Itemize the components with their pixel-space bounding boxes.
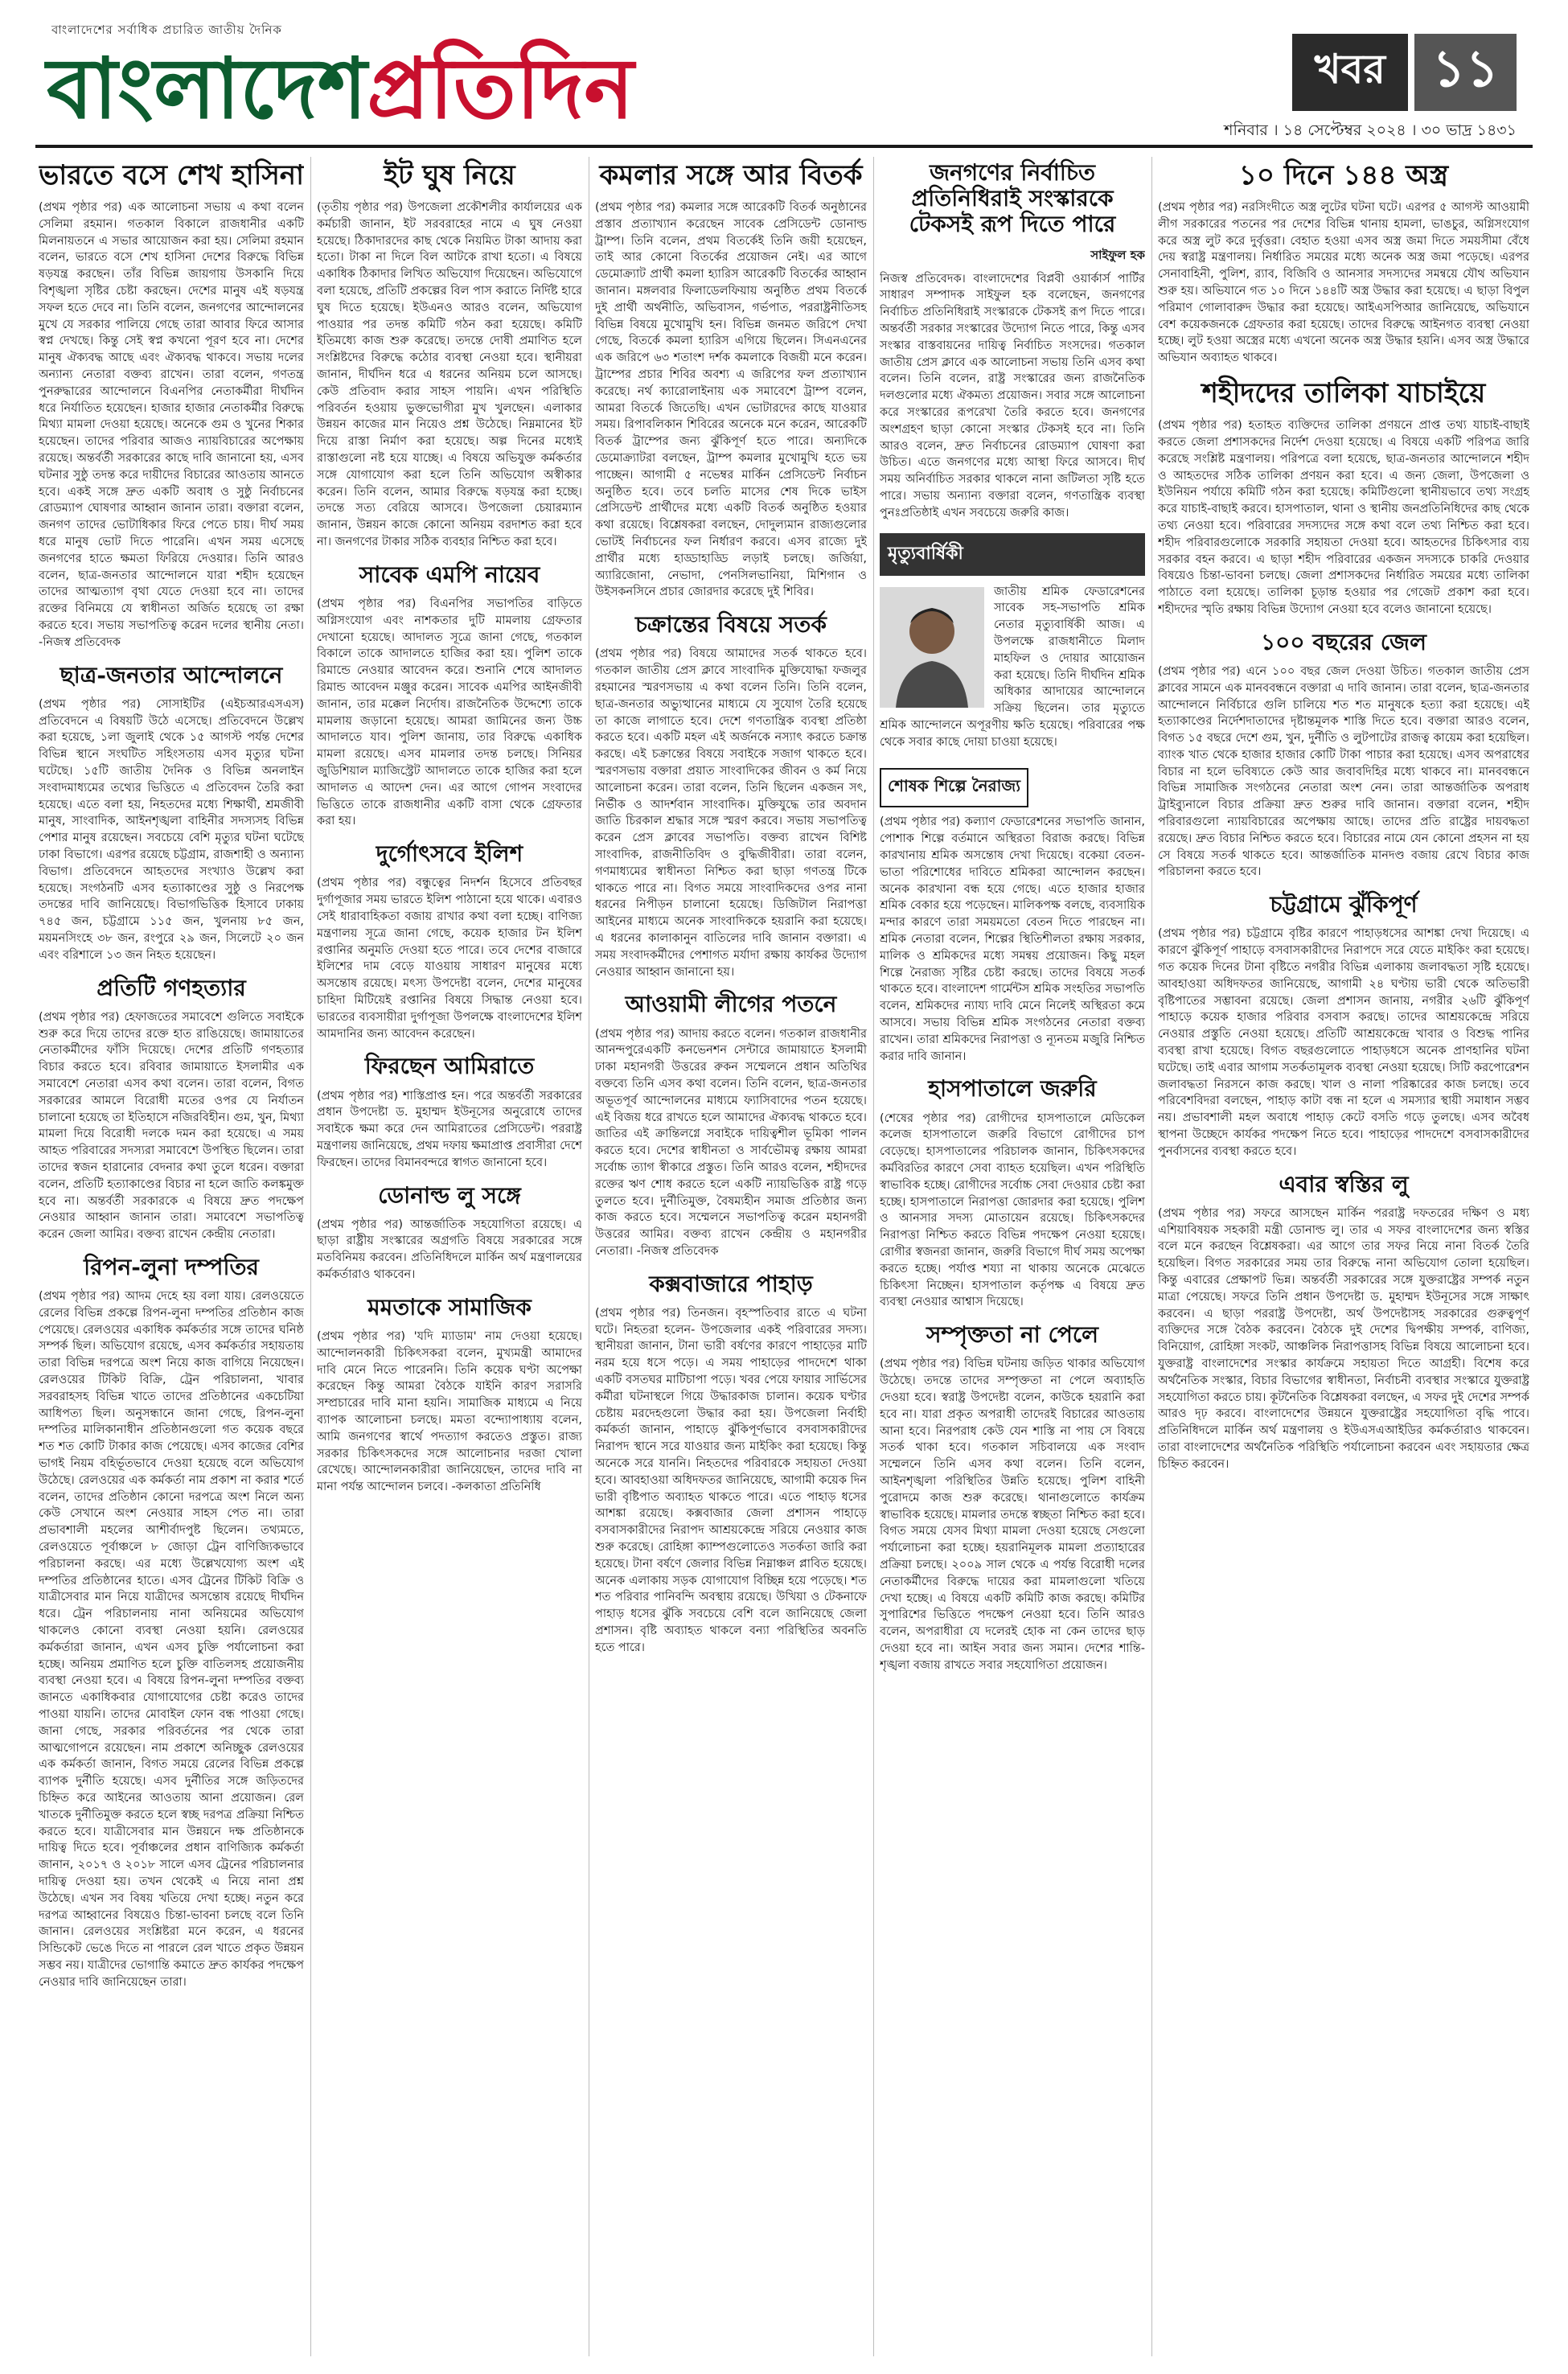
story-body: (প্রথম পৃষ্ঠার পর) আন্তর্জাতিক সহযোগিতা রয়েছে। এ ছাড়া রাষ্ট্রীয় সংস্কারের অগ্রগতি বিষয়ে সরকারের সঙ্গে মতবিনিময় করবেন। প্রতিনিধিদলে মার্কিন অর্থ মন্ত্রণালয়ের কর্মকর্তারাও থাকবেন।: [317, 1218, 582, 1282]
headline: কমলার সঙ্গে আর বিতর্ক: [599, 159, 863, 191]
column-1: [39, 157, 304, 2356]
story-body: (প্রথম পৃষ্ঠার পর) হতাহত ব্যক্তিদের তালিকা প্রণয়নে প্রাপ্ত তথ্য যাচাই-বাছাই করতে জেলা প্রশাসকদের নির্দেশ দেওয়া হয়েছে। এ বিষয়ে একটি পরিপত্র জারি করেছে সংশ্লিষ্ট মন্ত্রণালয়। পরিপত্রে বলা হয়েছে, ছাত্র-জনতার আন্দোলনে শহীদ ও আহতদের সঠিক তালিকা প্রণয়ন করা হবে। এ জন্য জেলা, উপজেলা ও ইউনিয়ন পর্যায়ে কমিটি গঠন করা হয়েছে। কমিটিগুলো স্থানীয়ভাবে তথ্য সংগ্রহ করে যাচাই-বাছাই করবে। হাসপাতাল, থানা ও স্থানীয় জনপ্রতিনিধিদের কাছ থেকে তথ্য নেওয়া হবে। পরিবারের সদস্যদের সঙ্গে কথা বলে তথ্য নিশ্চিত করা হবে। শহীদ পরিবারগুলোকে সরকারি সহায়তা দেওয়া হবে। আহতদের চিকিৎসার ব্যয় সরকার বহন করবে। এ ছাড়া শহীদ পরিবারের একজন সদস্যকে চাকরি দেওয়ার বিষয়েও চিন্তা-ভাবনা চলছে। জেলা প্রশাসকদের নির্ধারিত সময়ের মধ্যে তালিকা পাঠাতে বলা হয়েছে। তালিকা চূড়ান্ত হওয়ার পর গেজেট প্রকাশ করা হবে। শহীদদের স্মৃতি রক্ষায় বিভিন্ন উদ্যোগ নেওয়া হবে বলেও জানানো হয়েছে।: [1158, 419, 1529, 616]
headline: রিপন-লুনা দম্পতির: [84, 1253, 259, 1280]
story: [595, 160, 867, 601]
section-name: খবর: [1292, 34, 1408, 111]
story: [317, 1183, 582, 1284]
story-body: (প্রথম পৃষ্ঠার পর) তিনজন। বৃহস্পতিবার রাতে এ ঘটনা ঘটে। নিহতরা হলেন- উপজেলার একই পরিবারের সদস্য। স্থানীয়রা জানান, টানা ভারী বর্ষণের কারণে পাহাড়ের মাটি নরম হয়ে ধসে পড়ে। এ সময় পাহাড়ের পাদদেশে থাকা একটি বসতঘর মাটিচাপা পড়ে। খবর পেয়ে ফায়ার সার্ভিসের কর্মীরা ঘটনাস্থলে গিয়ে উদ্ধারকাজ চালান। কয়েক ঘণ্টার চেষ্টায় মরদেহগুলো উদ্ধার করা হয়। উপজেলা নির্বাহী কর্মকর্তা জানান, পাহাড়ে ঝুঁকিপূর্ণভাবে বসবাসকারীদের নিরাপদ স্থানে সরে যাওয়ার জন্য মাইকিং করা হয়েছে। কিন্তু অনেকে সরে যাননি। নিহতদের পরিবারকে সহায়তা দেওয়া হবে। আবহাওয়া অধিদফতর জানিয়েছে, আগামী কয়েক দিন ভারী বৃষ্টিপাত অব্যাহত থাকতে পারে। এতে পাহাড় ধসের আশঙ্কা রয়েছে। কক্সবাজার জেলা প্রশাসন পাহাড়ে বসবাসকারীদের নিরাপদ আশ্রয়কেন্দ্রে সরিয়ে নেওয়ার কাজ শুরু করেছে। রোহিঙ্গা ক্যাম্পগুলোতেও সতর্কতা জারি করা হয়েছে। টানা বর্ষণে জেলার বিভিন্ন নিম্নাঞ্চল প্লাবিত হয়েছে। অনেক এলাকায় সড়ক যোগাযোগ বিচ্ছিন্ন হয়ে পড়েছে। শত শত পরিবার পানিবন্দি অবস্থায় রয়েছে। উখিয়া ও টেকনাফে পাহাড় ধসের ঝুঁকি সবচেয়ে বেশি বলে জানিয়েছে জেলা প্রশাসন। বৃষ্টি অব্যাহত থাকলে বন্যা পরিস্থিতির অবনতি হতে পারে।: [595, 1306, 867, 1654]
story-body: জাতীয় শ্রমিক ফেডারেশনের সাবেক সহ-সভাপতি শ্রমিক নেতার মৃত্যুবার্ষিকী আজ। এ উপলক্ষে রাজধানীতে মিলাদ মাহফিল ও দোয়ার আয়োজন করা হয়েছে। তিনি দীর্ঘদিন শ্রমিক অধিকার আদায়ের আন্দোলনে সক্রিয় ছিলেন। তার মৃত্যুতে শ্রমিক আন্দোলনে অপূরণীয় ক্ষতি হয়েছে। পরিবারের পক্ষ থেকে সবার কাছে দোয়া চাওয়া হয়েছে।: [880, 585, 1145, 749]
column-divider: [1151, 157, 1152, 2356]
story: [880, 160, 1145, 522]
story-body: (প্রথম পৃষ্ঠার পর) এক আলোচনা সভায় এ কথা বলেন সেলিমা রহমান। গতকাল বিকালে রাজধানীর একটি মিলনায়তনে এ সভার আয়োজন করা হয়। সেলিমা রহমান বলেন, ভারতে বসে শেখ হাসিনা দেশের বিরুদ্ধে বিভিন্ন ষড়যন্ত্র করছেন। তাঁর বিভিন্ন জায়গায় উসকানি দিয়ে বিশৃঙ্খলা সৃষ্টির চেষ্টা করছেন। দেশের মানুষ এই ষড়যন্ত্র সফল হতে দেবে না। তিনি বলেন, জনগণের আন্দোলনের মুখে যে সরকার পালিয়ে গেছে তারা আবার ফিরে আসার স্বপ্ন দেখছে। কিন্তু সেই স্বপ্ন কখনো পূরণ হবে না। দেশের মানুষ ঐক্যবদ্ধ আছে এবং ঐক্যবদ্ধ থাকবে। সভায় দলের অন্যান্য নেতারা বক্তব্য রাখেন। তারা বলেন, গণতন্ত্র পুনরুদ্ধারের আন্দোলনে বিএনপির নেতাকর্মীরা দীর্ঘদিন ধরে নির্যাতিত হয়েছেন। হাজার হাজার নেতাকর্মীর বিরুদ্ধে মিথ্যা মামলা দেওয়া হয়েছে। অনেকে গুম ও খুনের শিকার হয়েছেন। তাদের পরিবার আজও ন্যায়বিচারের অপেক্ষায় রয়েছে। অন্তর্বর্তী সরকারের কাছে দাবি জানানো হয়, এসব ঘটনার সুষ্ঠু তদন্ত করে দায়ীদের বিচারের আওতায় আনতে হবে। একই সঙ্গে দ্রুত একটি অবাধ ও সুষ্ঠু নির্বাচনের রোডম্যাপ ঘোষণার আহ্বান জানান তারা। বক্তারা বলেন, জনগণ তাদের ভোটাধিকার ফিরে পেতে চায়। দীর্ঘ সময় ধরে মানুষ ভোট দিতে পারেনি। এখন সময় এসেছে জনগণের হাতে ক্ষমতা ফিরিয়ে দেওয়ার। তিনি আরও বলেন, ছাত্র-জনতার আন্দোলনে যারা শহীদ হয়েছেন তাদের আত্মত্যাগ বৃথা যেতে দেওয়া হবে না। তাদের রক্তের বিনিময়ে যে স্বাধীনতা অর্জিত হয়েছে তা রক্ষা করতে হবে। সভায় সভাপতিত্ব করেন দলের স্থানীয় নেতা। -নিজস্ব প্রতিবেদক: [39, 201, 304, 649]
headline: এবার স্বস্তির লু: [1279, 1170, 1409, 1197]
headline: হাসপাতালে জরুরি: [928, 1075, 1097, 1103]
story-body: (প্রথম পৃষ্ঠার পর) বন্ধুত্বের নিদর্শন হিসেবে প্রতিবছর দুর্গাপূজার সময় ভারতে ইলিশ পাঠানো হয়ে থাকে। এবারও সেই ধারাবাহিকতা বজায় রাখার কথা বলা হচ্ছে। বাণিজ্য মন্ত্রণালয় সূত্রে জানা গেছে, কয়েক হাজার টন ইলিশ রপ্তানির অনুমতি দেওয়া হতে পারে। তবে দেশের বাজারে ইলিশের দাম বেড়ে যাওয়ায় সাধারণ মানুষের মধ্যে অসন্তোষ রয়েছে। মৎস্য উপদেষ্টা বলেন, দেশের মানুষের চাহিদা মিটিয়েই রপ্তানির বিষয়ে সিদ্ধান্ত নেওয়া হবে। ভারতের ব্যবসায়ীরা দুর্গাপূজা উপলক্ষে বাংলাদেশের ইলিশ আমদানির জন্য আবেদন করেছেন।: [317, 877, 582, 1041]
story: [880, 1322, 1145, 1674]
story-body: (তৃতীয় পৃষ্ঠার পর) উপজেলা প্রকৌশলীর কার্যালয়ের এক কর্মচারী জানান, ইট সরবরাহের নামে এ ঘুষ নেওয়া হয়েছে। ঠিকাদারদের কাছ থেকে নিয়মিত টাকা আদায় করা হতো। টাকা না দিলে বিল আটকে রাখা হতো। এ বিষয়ে একাধিক ঠিকাদার লিখিত অভিযোগ দিয়েছেন। অভিযোগে বলা হয়েছে, প্রতিটি প্রকল্পের বিল পাস করাতে নির্দিষ্ট হারে ঘুষ দিতে হয়েছে। ইউএনও আরও বলেন, অভিযোগ পাওয়ার পর তদন্ত কমিটি গঠন করা হয়েছে। কমিটি ইতিমধ্যে কাজ শুরু করেছে। তদন্তে দোষী প্রমাণিত হলে সংশ্লিষ্টদের বিরুদ্ধে কঠোর ব্যবস্থা নেওয়া হবে। স্থানীয়রা জানান, দীর্ঘদিন ধরে এ ধরনের অনিয়ম চলে আসছে। কেউ প্রতিবাদ করার সাহস পায়নি। এখন পরিস্থিতি পরিবর্তন হওয়ায় ভুক্তভোগীরা মুখ খুলছেন। এলাকার উন্নয়ন কাজের মান নিয়েও প্রশ্ন উঠেছে। নিম্নমানের ইট দিয়ে রাস্তা নির্মাণ করা হয়েছে। অল্প দিনের মধ্যেই রাস্তাগুলো নষ্ট হয়ে যাচ্ছে। এ বিষয়ে অভিযুক্ত কর্মকর্তার সঙ্গে যোগাযোগ করা হলে তিনি অভিযোগ অস্বীকার করেন। তিনি বলেন, আমার বিরুদ্ধে ষড়যন্ত্র করা হচ্ছে। তদন্তে সত্য বেরিয়ে আসবে। উপজেলা চেয়ারম্যান জানান, উন্নয়ন কাজে কোনো অনিয়ম বরদাশত করা হবে না। জনগণের টাকার সঠিক ব্যবহার নিশ্চিত করা হবে।: [317, 201, 582, 549]
story: [39, 975, 304, 1243]
story: [595, 1271, 867, 1657]
story-body: (প্রথম পৃষ্ঠার পর) কল্যাণ ফেডারেশনের সভাপতি জানান, পোশাক শিল্পে বর্তমানে অস্থিরতা বিরাজ করছে। বিভিন্ন কারখানায় শ্রমিক অসন্তোষ দেখা দিয়েছে। বকেয়া বেতন-ভাতা পরিশোধের দাবিতে শ্রমিকরা আন্দোলন করছেন। অনেক কারখানা বন্ধ হয়ে গেছে। এতে হাজার হাজার শ্রমিক বেকার হয়ে পড়েছেন। মালিকপক্ষ বলছে, ব্যবসায়িক মন্দার কারণে তারা সময়মতো বেতন দিতে পারছেন না। শ্রমিক নেতারা বলেন, শিল্পের স্থিতিশীলতা রক্ষায় সরকার, মালিক ও শ্রমিকদের মধ্যে সমন্বয় প্রয়োজন। কিছু মহল শিল্পে নৈরাজ্য সৃষ্টির চেষ্টা করছে। তাদের বিষয়ে সতর্ক থাকতে হবে। বাংলাদেশ গার্মেন্টস শ্রমিক সংহতির সভাপতি বলেন, শ্রমিকদের ন্যায্য দাবি মেনে নিলেই অস্থিরতা কমে আসবে। সভায় বিভিন্ন শ্রমিক সংগঠনের নেতারা বক্তব্য রাখেন। তারা শ্রমিকদের নিরাপত্তা ও ন্যূনতম মজুরি নিশ্চিত করার দাবি জানান।: [880, 815, 1145, 1063]
story-body: (প্রথম পৃষ্ঠার পর) সফরে আসছেন মার্কিন পররাষ্ট্র দফতরের দক্ষিণ ও মধ্য এশিয়াবিষয়ক সহকারী মন্ত্রী ডোনাল্ড লু। তার এ সফর বাংলাদেশের জন্য স্বস্তির বলে মনে করছেন বিশ্লেষকরা। এর আগে তার সফর নিয়ে নানা বিতর্ক তৈরি হয়েছিল। বিগত সরকারের সময় তার বিরুদ্ধে নানা অভিযোগ তোলা হয়েছিল। কিন্তু এবারের প্রেক্ষাপট ভিন্ন। অন্তর্বর্তী সরকারের সঙ্গে যুক্তরাষ্ট্রের সম্পর্ক নতুন মাত্রা পেয়েছে। সফরে তিনি প্রধান উপদেষ্টা ড. মুহাম্মদ ইউনূসের সঙ্গে সাক্ষাৎ করবেন। এ ছাড়া পররাষ্ট্র উপদেষ্টা, অর্থ উপদেষ্টাসহ সরকারের গুরুত্বপূর্ণ ব্যক্তিদের সঙ্গে বৈঠক করবেন। বৈঠকে দুই দেশের দ্বিপক্ষীয় সম্পর্ক, বাণিজ্য, বিনিয়োগ, রোহিঙ্গা সংকট, আঞ্চলিক নিরাপত্তাসহ বিভিন্ন বিষয়ে আলোচনা হবে। যুক্তরাষ্ট্র বাংলাদেশের সংস্কার কার্যক্রমে সহায়তা দিতে আগ্রহী। বিশেষ করে অর্থনৈতিক সংস্কার, বিচার বিভাগের স্বাধীনতা, নির্বাচনী ব্যবস্থার সংস্কারে যুক্তরাষ্ট্র সহযোগিতা করতে চায়। কূটনৈতিক বিশ্লেষকরা বলছেন, এ সফর দুই দেশের সম্পর্ক আরও দৃঢ় করবে। বাংলাদেশের উন্নয়নে যুক্তরাষ্ট্রের সহযোগিতা বৃদ্ধি পাবে। প্রতিনিধিদলে মার্কিন অর্থ মন্ত্রণালয় ও ইউএসএআইডির কর্মকর্তারাও থাকবেন। তারা বাংলাদেশের অর্থনৈতিক পরিস্থিতি পর্যালোচনা করবেন এবং সহায়তার ক্ষেত্র চিহ্নিত করবেন।: [1158, 1206, 1529, 1471]
logo-title-green: বাংলাদেশ: [47, 39, 367, 138]
headline: দুর্গোৎসবে ইলিশ: [376, 840, 523, 868]
page-number: ১১: [1414, 34, 1517, 111]
headline: ভারতে বসে শেখ হাসিনা: [39, 159, 304, 191]
logo-title: [47, 40, 634, 137]
portrait-icon: [880, 587, 984, 708]
headline: মমতাকে সামাজিক: [367, 1293, 532, 1320]
headline: চক্রান্তের বিষয়ে সতর্ক: [635, 611, 827, 639]
story: [317, 1054, 582, 1171]
story: [880, 762, 1145, 1065]
story: [1158, 630, 1529, 881]
logo-tagline: বাংলাদেশের সর্বাধিক প্রচারিত জাতীয় দৈনিক: [51, 23, 282, 37]
byline: সাইফুল হক: [1090, 247, 1145, 262]
story: [595, 612, 867, 980]
story: [317, 160, 582, 551]
story-body: নিজস্ব প্রতিবেদক। বাংলাদেশের বিপ্লবী ওয়ার্কার্স পার্টির সাধারণ সম্পাদক সাইফুল হক বলেছেন, জনগণের নির্বাচিত প্রতিনিধিরাই সংস্কারকে টেকসই রূপ দিতে পারে। অন্তর্বর্তী সরকার সংস্কারের উদ্যোগ নিতে পারে, কিন্তু এসব সংস্কার বাস্তবায়নের দায়িত্ব নির্বাচিত সংসদের। গতকাল জাতীয় প্রেস ক্লাবে এক আলোচনা সভায় তিনি এসব কথা বলেন। তিনি বলেন, রাষ্ট্র সংস্কারের জন্য রাজনৈতিক দলগুলোর মধ্যে ঐকমত্য প্রয়োজন। সবার সঙ্গে আলোচনা করে সংস্কারের রূপরেখা তৈরি করতে হবে। জনগণের অংশগ্রহণ ছাড়া কোনো সংস্কার টেকসই হবে না। তিনি আরও বলেন, দ্রুত নির্বাচনের রোডম্যাপ ঘোষণা করা উচিত। এতে জনগণের মধ্যে আস্থা ফিরে আসবে। দীর্ঘ সময় অনির্বাচিত সরকার থাকলে নানা জটিলতা সৃষ্টি হতে পারে। সভায় অন্যান্য বক্তারা বলেন, গণতান্ত্রিক ব্যবস্থা পুনঃপ্রতিষ্ঠাই এখন সবচেয়ে জরুরি কাজ।: [880, 272, 1145, 520]
headline: শোষক শিল্পে নৈরাজ্য: [880, 768, 1028, 807]
portrait-photo: [880, 587, 984, 708]
headline: আওয়ামী লীগের পতনে: [625, 991, 837, 1018]
headline: সাবেক এমপি নায়েব: [359, 561, 540, 588]
issue-date: শনিবার । ১৪ সেপ্টেম্বর ২০২৪ । ৩০ ভাদ্র ১৪৩১: [1224, 121, 1517, 139]
headline: শহীদদের তালিকা যাচাইয়ে: [1201, 377, 1486, 410]
story-body: (প্রথম পৃষ্ঠার পর) এনে ১০০ বছর জেল দেওয়া উচিত। গতকাল জাতীয় প্রেস ক্লাবের সামনে এক মানববন্ধনে বক্তারা এ দাবি জানান। তারা বলেন, ছাত্র-জনতার আন্দোলনে নির্বিচারে গুলি চালিয়ে শত শত মানুষকে হত্যা করা হয়েছে। এই হত্যাকাণ্ডের নির্দেশদাতাদের দৃষ্টান্তমূলক শাস্তি দিতে হবে। বক্তারা আরও বলেন, বিগত ১৫ বছরে দেশে গুম, খুন, দুর্নীতি ও লুটপাটের রাজত্ব কায়েম করা হয়েছিল। ব্যাংক খাত থেকে হাজার হাজার কোটি টাকা পাচার করা হয়েছে। এসব অপরাধের বিচার না হলে ভবিষ্যতে কেউ আর জবাবদিহির মধ্যে থাকবে না। মানববন্ধনে বিভিন্ন সামাজিক সংগঠনের নেতারা অংশ নেন। তারা আন্তর্জাতিক অপরাধ ট্রাইব্যুনালে বিচার প্রক্রিয়া দ্রুত শুরুর দাবি জানান। বক্তারা বলেন, শহীদ পরিবারগুলো ন্যায়বিচারের অপেক্ষায় আছে। তাদের প্রতি রাষ্ট্রের দায়বদ্ধতা রয়েছে। দ্রুত বিচার নিশ্চিত করতে হবে। বিচারের নামে যেন কোনো প্রহসন না হয় সে বিষয়ে সতর্ক থাকতে হবে। আন্তর্জাতিক মানদণ্ড বজায় রেখে বিচার কাজ পরিচালনা করতে হবে।: [1158, 664, 1529, 879]
section-label: [1292, 34, 1517, 111]
column-divider: [310, 157, 311, 2356]
headline: চট্টগ্রামে ঝুঁকিপূর্ণ: [1270, 891, 1418, 918]
column-4: [880, 157, 1145, 2356]
headline: ছাত্র-জনতার আন্দোলনে: [60, 661, 283, 688]
story: [39, 663, 304, 964]
headline: জনগণের নির্বাচিত প্রতিনিধিরাই সংস্কারকে টেকসই রূপ দিতে পারে: [909, 159, 1116, 238]
masthead: [0, 0, 1568, 153]
story: [880, 1076, 1145, 1311]
story-body: (শেষের পৃষ্ঠার পর) রোগীদের হাসপাতালে মেডিকেল কলেজ হাসপাতালে জরুরি বিভাগে রোগীদের চাপ বেড়েছে। হাসপাতালের পরিচালক জানান, চিকিৎসকদের কর্মবিরতির কারণে সেবা ব্যাহত হয়েছিল। এখন পরিস্থিতি স্বাভাবিক হচ্ছে। রোগীদের সর্বোচ্চ সেবা দেওয়ার চেষ্টা করা হচ্ছে। হাসপাতালে নিরাপত্তা জোরদার করা হয়েছে। পুলিশ ও আনসার সদস্য মোতায়েন রয়েছে। চিকিৎসকদের নিরাপত্তা নিশ্চিত করতে বিভিন্ন পদক্ষেপ নেওয়া হয়েছে। রোগীর স্বজনরা জানান, জরুরি বিভাগে দীর্ঘ সময় অপেক্ষা করতে হচ্ছে। পর্যাপ্ত শয্যা না থাকায় অনেকে মেঝেতে চিকিৎসা নিচ্ছেন। হাসপাতাল কর্তৃপক্ষ এ বিষয়ে দ্রুত ব্যবস্থা নেওয়ার আশ্বাস দিয়েছে।: [880, 1111, 1145, 1309]
story-body: (প্রথম পৃষ্ঠার পর) 'যদি ম্যাডাম' নাম দেওয়া হয়েছে। আন্দোলনকারী চিকিৎসকরা বলেন, মুখ্যমন্ত্রী আমাদের দাবি মেনে নিতে পারেননি। তিনি কয়েক ঘণ্টা অপেক্ষা করেছেন কিন্তু আমরা বৈঠকে যাইনি কারণ সরাসরি সম্প্রচারের দাবি মানা হয়নি। সামাজিক মাধ্যমে এ নিয়ে ব্যাপক আলোচনা চলছে। মমতা বন্দ্যোপাধ্যায় বলেন, আমি জনগণের স্বার্থে পদত্যাগ করতেও প্রস্তুত। রাজ্য সরকার চিকিৎসকদের সঙ্গে আলোচনার দরজা খোলা রেখেছে। আন্দোলনকারীরা জানিয়েছেন, তাদের দাবি না মানা পর্যন্ত আন্দোলন চলবে। -কলকাতা প্রতিনিধি: [317, 1330, 582, 1494]
masthead-rule: [35, 145, 1533, 148]
story-body: (প্রথম পৃষ্ঠার পর) নরসিংদীতে অস্ত্র লুটের ঘটনা ঘটে। এরপর ৫ আগস্ট আওয়ামী লীগ সরকারের পতনের পর দেশের বিভিন্ন থানায় হামলা, ভাঙচুর, অগ্নিসংযোগ করে অস্ত্র লুট করে দুর্বৃত্তরা। বেহাত হওয়া এসব অস্ত্র জমা দিতে সময়সীমা বেঁধে দেয় স্বরাষ্ট্র মন্ত্রণালয়। নির্ধারিত সময়ের মধ্যে অনেক অস্ত্র জমা পড়েছে। এরপর সেনাবাহিনী, পুলিশ, র‌্যাব, বিজিবি ও আনসার সদস্যদের সমন্বয়ে যৌথ অভিযান শুরু হয়। অভিযানে গত ১০ দিনে ১৪৪টি অস্ত্র উদ্ধার করা হয়েছে। এ ছাড়া বিপুল পরিমাণ গোলাবারুদ উদ্ধার করা হয়েছে। আইএসপিআর জানিয়েছে, অভিযানে বেশ কয়েকজনকে গ্রেফতার করা হয়েছে। তাদের বিরুদ্ধে আইনগত ব্যবস্থা নেওয়া হচ্ছে। লুট হওয়া অস্ত্রের মধ্যে এখনো অনেক অস্ত্র উদ্ধার হয়নি। এসব অস্ত্র উদ্ধারে অভিযান অব্যাহত থাকবে।: [1158, 201, 1529, 365]
story-body: (প্রথম পৃষ্ঠার পর) বিষয়ে আমাদের সতর্ক থাকতে হবে। গতকাল জাতীয় প্রেস ক্লাবে সাংবাদিক মুক্তিযোদ্ধা ফজলুর রহমানের স্মরণসভায় এ কথা বলেন তিনি। তিনি বলেন, ছাত্র-জনতার অভ্যুত্থানের মাধ্যমে যে সুযোগ তৈরি হয়েছে তা কাজে লাগাতে হবে। দেশে গণতান্ত্রিক ব্যবস্থা প্রতিষ্ঠা করতে হবে। একটি মহল এই অর্জনকে নস্যাৎ করতে চক্রান্ত করছে। এই চক্রান্তের বিষয়ে সবাইকে সজাগ থাকতে হবে। স্মরণসভায় বক্তারা প্রয়াত সাংবাদিকের জীবন ও কর্ম নিয়ে আলোচনা করেন। তারা বলেন, তিনি ছিলেন একজন সৎ, নির্ভীক ও আদর্শবান সাংবাদিক। মুক্তিযুদ্ধে তার অবদান জাতি চিরকাল শ্রদ্ধার সঙ্গে স্মরণ করবে। সভায় সভাপতিত্ব করেন প্রেস ক্লাবের সভাপতি। বক্তব্য রাখেন বিশিষ্ট সাংবাদিক, রাজনীতিবিদ ও বুদ্ধিজীবীরা। তারা বলেন, গণমাধ্যমের স্বাধীনতা নিশ্চিত করা ছাড়া গণতন্ত্র টিকে থাকতে পারে না। বিগত সময়ে সাংবাদিকদের ওপর নানা ধরনের নিপীড়ন চালানো হয়েছে। ডিজিটাল নিরাপত্তা আইনের মাধ্যমে অনেক সাংবাদিককে হয়রানি করা হয়েছে। এ ধরনের কালাকানুন বাতিলের দাবি জানান বক্তারা। এ সময় সংবাদকর্মীদের পেশাগত মর্যাদা রক্ষায় কার্যকর উদ্যোগ নেওয়ার আহ্বান জানানো হয়।: [595, 647, 867, 979]
logo-title-red: প্রতিদিন: [367, 39, 634, 138]
column-5: [1158, 157, 1529, 2356]
story: [1158, 378, 1529, 618]
story-body: (প্রথম পৃষ্ঠার পর) আদায় করতে বলেন। গতকাল রাজধানীর আনন্দপুরেএকটি কনভেনশন সেন্টারে জামায়াতে ইসলামী ঢাকা মহানগরী উত্তরের রুকন সম্মেলনে প্রধান অতিথির বক্তব্যে তিনি এসব কথা বলেন। তিনি বলেন, ছাত্র-জনতার অভূতপূর্ব আন্দোলনের মাধ্যমে ফ্যাসিবাদের পতন হয়েছে। এই বিজয় ধরে রাখতে হলে আমাদের ঐক্যবদ্ধ থাকতে হবে। জাতির এই ক্রান্তিলগ্নে সবাইকে দায়িত্বশীল ভূমিকা পালন করতে হবে। দেশের স্বাধীনতা ও সার্বভৌমত্ব রক্ষায় আমরা সর্বোচ্চ ত্যাগ স্বীকারে প্রস্তুত। তিনি আরও বলেন, শহীদদের রক্তের ঋণ শোধ করতে হলে একটি ন্যায়ভিত্তিক রাষ্ট্র গড়ে তুলতে হবে। দুর্নীতিমুক্ত, বৈষম্যহীন সমাজ প্রতিষ্ঠার জন্য কাজ করতে হবে। সম্মেলনে সভাপতিত্ব করেন মহানগরী উত্তরের আমির। বক্তব্য রাখেন কেন্দ্রীয় ও মহানগরীর নেতারা। -নিজস্ব প্রতিবেদক: [595, 1027, 867, 1258]
headline: ১০ দিনে ১৪৪ অস্ত্র: [1238, 159, 1449, 191]
story: [317, 562, 582, 830]
headline: ডোনাল্ড লু সঙ্গে: [378, 1181, 521, 1209]
story: [595, 992, 867, 1259]
column-divider: [873, 157, 874, 2356]
headline: কক্সবাজারে পাহাড়: [649, 1270, 813, 1297]
story: [317, 1295, 582, 1496]
newspaper-logo: [47, 21, 634, 150]
story: [39, 1255, 304, 1991]
story: [1158, 160, 1529, 367]
column-3: [595, 157, 867, 2356]
story-body: (প্রথম পৃষ্ঠার পর) বিএনপির সভাপতির বাড়িতে অগ্নিসংযোগ এবং নাশকতার দুটি মামলায় গ্রেফতার দেখানো হয়েছে। আদালত সূত্রে জানা গেছে, গতকাল বিকালে তাকে আদালতে হাজির করা হয়। পুলিশ তাকে রিমান্ডে নেওয়ার আবেদন করে। শুনানি শেষে আদালত রিমান্ড আবেদন মঞ্জুর করেন। সাবেক এমপির আইনজীবী জানান, তার মক্কেল নির্দোষ। রাজনৈতিক উদ্দেশ্যে তাকে মামলায় জড়ানো হয়েছে। আমরা জামিনের জন্য উচ্চ আদালতে যাব। পুলিশ জানায়, তার বিরুদ্ধে একাধিক মামলা রয়েছে। এসব মামলার তদন্ত চলছে। সিনিয়র জুডিশিয়াল ম্যাজিস্ট্রেট আদালতে তাকে হাজির করা হলে আদালত এ আদেশ দেন। এর আগে গোপন সংবাদের ভিত্তিতে তাকে রাজধানীর একটি বাসা থেকে গ্রেফতার করা হয়।: [317, 598, 582, 828]
headline: ফিরছেন আমিরাতে: [364, 1053, 535, 1080]
headline: সম্পৃক্ততা না পেলে: [926, 1321, 1099, 1349]
story-body: (প্রথম পৃষ্ঠার পর) সোসাইটির (এইচআরএসএস) প্রতিবেদনে এ বিষয়টি উঠে এসেছে। প্রতিবেদনে উল্লেখ করা হয়েছে, ১লা জুলাই থেকে ১৫ আগস্ট পর্যন্ত দেশের বিভিন্ন স্থানে সংঘটিত সহিংসতায় এসব মৃত্যুর ঘটনা ঘটেছে। ১৫টি জাতীয় দৈনিক ও বিভিন্ন অনলাইন সংবাদমাধ্যমের তথ্যের ভিত্তিতে এ প্রতিবেদন তৈরি করা হয়েছে। এতে বলা হয়, নিহতদের মধ্যে শিক্ষার্থী, শ্রমজীবী মানুষ, সাংবাদিক, আইনশৃঙ্খলা বাহিনীর সদস্যসহ বিভিন্ন পেশার মানুষ রয়েছেন। সবচেয়ে বেশি মৃত্যুর ঘটনা ঘটেছে ঢাকা বিভাগে। এরপর রয়েছে চট্টগ্রাম, রাজশাহী ও অন্যান্য বিভাগ। প্রতিবেদনে আহতদের সংখ্যাও উল্লেখ করা হয়েছে। সংগঠনটি এসব হত্যাকাণ্ডের সুষ্ঠু ও নিরপেক্ষ তদন্তের দাবি জানিয়েছে। বিভাগভিত্তিক হিসাবে ঢাকায় ৭৪৫ জন, চট্টগ্রামে ১১৫ জন, খুলনায় ৮৫ জন, ময়মনসিংহে ৩৮ জন, রংপুরে ২৯ জন, সিলেটে ২০ জন এবং বরিশালে ১৩ জন নিহত হয়েছেন।: [39, 697, 304, 962]
story-body: (প্রথম পৃষ্ঠার পর) শাস্তিপ্রাপ্ত হন। পরে অন্তর্বর্তী সরকারের প্রধান উপদেষ্টা ড. মুহাম্মদ ইউনূসের অনুরোধে তাদের সবাইকে ক্ষমা করে দেন আমিরাতের প্রেসিডেন্ট। পররাষ্ট্র মন্ত্রণালয় জানিয়েছে, প্রথম দফায় ক্ষমাপ্রাপ্ত প্রবাসীরা দেশে ফিরছেন। তাদের বিমানবন্দরে স্বাগত জানানো হবে।: [317, 1089, 582, 1169]
obituary-banner: মৃত্যুবার্ষিকী: [880, 533, 1145, 576]
headline: ১০০ বছরের জেল: [1261, 628, 1426, 655]
story: [317, 841, 582, 1042]
story-body: (প্রথম পৃষ্ঠার পর) বিভিন্ন ঘটনায় জড়িত থাকার অভিযোগ উঠেছে। তদন্তে তাদের সম্পৃক্ততা না পেলে অব্যাহতি দেওয়া হবে। স্বরাষ্ট্র উপদেষ্টা বলেন, কাউকে হয়রানি করা হবে না। যারা প্রকৃত অপরাধী তাদেরই বিচারের আওতায় আনা হবে। নিরপরাধ কেউ যেন শাস্তি না পায় সে বিষয়ে সতর্ক থাকা হবে। গতকাল সচিবালয়ে এক সংবাদ সম্মেলনে তিনি এসব কথা বলেন। তিনি বলেন, আইনশৃঙ্খলা পরিস্থিতির উন্নতি হয়েছে। পুলিশ বাহিনী পুরোদমে কাজ শুরু করেছে। থানাগুলোতে কার্যক্রম স্বাভাবিক হয়েছে। মামলার তদন্তে স্বচ্ছতা নিশ্চিত করা হবে। বিগত সময়ে যেসব মিথ্যা মামলা দেওয়া হয়েছে সেগুলো পর্যালোচনা করা হচ্ছে। হয়রানিমূলক মামলা প্রত্যাহারের প্রক্রিয়া চলছে। ২০০৯ সাল থেকে এ পর্যন্ত বিরোধী দলের নেতাকর্মীদের বিরুদ্ধে দায়ের করা মামলাগুলো খতিয়ে দেখা হচ্ছে। এ বিষয়ে একটি কমিটি কাজ করছে। কমিটির সুপারিশের ভিত্তিতে পদক্ষেপ নেওয়া হবে। তিনি আরও বলেন, অপরাধীরা যে দলেরই হোক না কেন তাদের ছাড় দেওয়া হবে না। আইন সবার জন্য সমান। দেশের শান্তি-শৃঙ্খলা বজায় রাখতে সবার সহযোগিতা প্রয়োজন।: [880, 1357, 1145, 1672]
story: [39, 160, 304, 651]
story-body: (প্রথম পৃষ্ঠার পর) কমলার সঙ্গে আরেকটি বিতর্ক অনুষ্ঠানের প্রস্তাব প্রত্যাখ্যান করেছেন সাবেক প্রেসিডেন্ট ডোনাল্ড ট্রাম্প। তিনি বলেন, প্রথম বিতর্কেই তিনি জয়ী হয়েছেন, তাই আর কোনো বিতর্কের প্রয়োজন নেই। এর আগে ডেমোক্র্যাট প্রার্থী কমলা হ্যারিস আরেকটি বিতর্কের আহ্বান জানান। মঙ্গলবার ফিলাডেলফিয়ায় অনুষ্ঠিত প্রথম বিতর্কে দুই প্রার্থী অর্থনীতি, অভিবাসন, গর্ভপাত, পররাষ্ট্রনীতিসহ বিভিন্ন বিষয়ে মুখোমুখি হন। বিভিন্ন জনমত জরিপে দেখা গেছে, বিতর্কে কমলা হ্যারিস এগিয়ে ছিলেন। সিএনএনের এক জরিপে ৬৩ শতাংশ দর্শক কমলাকে বিজয়ী মনে করেন। ট্রাম্পের প্রচার শিবির অবশ্য এ জরিপের ফল প্রত্যাখ্যান করেছে। নর্থ ক্যারোলাইনায় এক সমাবেশে ট্রাম্প বলেন, আমরা বিতর্কে জিতেছি। এখন ভোটারদের কাছে যাওয়ার সময়। রিপাবলিকান শিবিরের অনেকে মনে করেন, আরেকটি বিতর্ক ট্রাম্পের জন্য ঝুঁকিপূর্ণ হতে পারে। অন্যদিকে ডেমোক্র্যাটরা বলছেন, ট্রাম্প কমলার মুখোমুখি হতে ভয় পাচ্ছেন। আগামী ৫ নভেম্বর মার্কিন প্রেসিডেন্ট নির্বাচন অনুষ্ঠিত হবে। তবে চলতি মাসের শেষ দিকে ভাইস প্রেসিডেন্ট প্রার্থীদের মধ্যে একটি বিতর্ক অনুষ্ঠিত হওয়ার কথা রয়েছে। বিশ্লেষকরা বলছেন, দোদুল্যমান রাজ্যগুলোর ভোটই নির্বাচনের ফল নির্ধারণ করবে। এসব রাজ্যে দুই প্রার্থীর মধ্যে হাড্ডাহাড্ডি লড়াই চলছে। জর্জিয়া, অ্যারিজোনা, নেভাদা, পেনসিলভানিয়া, মিশিগান ও উইসকনসিনে প্রচার জোরদার করেছে দুই শিবির।: [595, 201, 867, 599]
story-body: (প্রথম পৃষ্ঠার পর) হেফাজতের সমাবেশে গুলিতে সবাইকে শুরু করে দিয়ে তাদের রক্তে হাত রাঙিয়েছে। জামায়াতের নেতাকর্মীদের ফাঁসি দিয়েছে। দেশের প্রতিটি গণহত্যার বিচার করতে হবে। রবিবার জামায়াতে ইসলামীর এক সমাবেশে নেতারা এসব কথা বলেন। তারা বলেন, বিগত সরকারের আমলে বিরোধী মতের ওপর যে নির্যাতন চালানো হয়েছে তা ইতিহাসে নজিরবিহীন। গুম, খুন, মিথ্যা মামলা দিয়ে বিরোধী দলকে দমন করা হয়েছে। এ সময় আহত পরিবারের সদস্যরা সমাবেশে উপস্থিত ছিলেন। তারা তাদের স্বজন হারানোর বেদনার কথা তুলে ধরেন। বক্তারা বলেন, প্রতিটি হত্যাকাণ্ডের বিচার না হলে জাতি কলঙ্কমুক্ত হবে না। অন্তর্বর্তী সরকারকে এ বিষয়ে দ্রুত পদক্ষেপ নেওয়ার আহ্বান জানান তারা। সমাবেশে সভাপতিত্ব করেন জেলা আমির। বক্তব্য রাখেন কেন্দ্রীয় নেতারা।: [39, 1010, 304, 1242]
headline: ইট ঘুষ নিয়ে: [384, 159, 515, 191]
story-body: (প্রথম পৃষ্ঠার পর) চট্টগ্রামে বৃষ্টির কারণে পাহাড়ধসের আশঙ্কা দেখা দিয়েছে। এ কারণে ঝুঁকিপূর্ণ পাহাড়ে বসবাসকারীদের নিরাপদে সরে যেতে মাইকিং করা হয়েছে। গত কয়েক দিনের টানা বৃষ্টিতে নগরীর বিভিন্ন এলাকায় জলাবদ্ধতা সৃষ্টি হয়েছে। আবহাওয়া অধিদফতর জানিয়েছে, আগামী ২৪ ঘণ্টায় ভারী থেকে অতিভারী বৃষ্টিপাতের সম্ভাবনা রয়েছে। জেলা প্রশাসন জানায়, নগরীর ২৬টি ঝুঁকিপূর্ণ পাহাড়ে কয়েক হাজার পরিবার বসবাস করছে। তাদের আশ্রয়কেন্দ্রে সরিয়ে নেওয়ার প্রস্তুতি নেওয়া হয়েছে। প্রতিটি আশ্রয়কেন্দ্রে খাবার ও বিশুদ্ধ পানির ব্যবস্থা রাখা হয়েছে। বিগত বছরগুলোতে পাহাড়ধসে অনেক প্রাণহানির ঘটনা ঘটেছে। তাই এবার আগাম সতর্কতামূলক ব্যবস্থা নেওয়া হয়েছে। সিটি করপোরেশন জলাবদ্ধতা নিরসনে কাজ করছে। খাল ও নালা পরিষ্কারের কাজ চলছে। তবে পরিবেশবিদরা বলছেন, পাহাড় কাটা বন্ধ না হলে এ সমস্যার স্থায়ী সমাধান সম্ভব নয়। প্রভাবশালী মহল অবাধে পাহাড় কেটে বসতি গড়ে তুলছে। এসব অবৈধ স্থাপনা উচ্ছেদে কার্যকর পদক্ষেপ নিতে হবে। পাহাড়ের পাদদেশে বসবাসকারীদের পুনর্বাসনের ব্যবস্থা করতে হবে।: [1158, 927, 1529, 1158]
story: [1158, 1172, 1529, 1473]
headline: প্রতিটি গণহত্যার: [96, 974, 246, 1001]
obituary: [880, 533, 1145, 751]
story: [1158, 892, 1529, 1160]
column-2: [317, 157, 582, 2356]
story-body: (প্রথম পৃষ্ঠার পর) আদম দেহে হয় বলা যায়। রেলওয়েতে রেলের বিভিন্ন প্রকল্পে রিপন-লুনা দম্পতির প্রতিষ্ঠান কাজ পেয়েছে। রেলওয়ের একাধিক কর্মকর্তার সঙ্গে তাদের ঘনিষ্ঠ সম্পর্ক ছিল। অভিযোগ রয়েছে, এসব কর্মকর্তার সহায়তায় তারা বিভিন্ন দরপত্রে অংশ নিয়ে কাজ বাগিয়ে নিয়েছেন। রেলওয়ের টিকিট বিক্রি, ট্রেন পরিচালনা, খাবার সরবরাহসহ বিভিন্ন খাতে তাদের প্রতিষ্ঠানের একচেটিয়া আধিপত্য ছিল। অনুসন্ধানে জানা গেছে, রিপন-লুনা দম্পতির মালিকানাধীন প্রতিষ্ঠানগুলো গত কয়েক বছরে শত শত কোটি টাকার কাজ পেয়েছে। এসব কাজের বেশির ভাগই নিয়ম বহির্ভূতভাবে দেওয়া হয়েছে বলে অভিযোগ উঠেছে। রেলওয়ের এক কর্মকর্তা নাম প্রকাশ না করার শর্তে বলেন, তাদের প্রতিষ্ঠান কোনো দরপত্রে অংশ নিলে অন্য কেউ সেখানে অংশ নেওয়ার সাহস পেত না। তারা প্রভাবশালী মহলের আশীর্বাদপুষ্ট ছিলেন। তথ্যমতে, রেলওয়েতে পূর্বাঞ্চলে ৮ জোড়া ট্রেন বাণিজ্যিকভাবে পরিচালনা করছে। এর মধ্যে উল্লেখযোগ্য অংশ এই দম্পতির প্রতিষ্ঠানের হাতে। এসব ট্রেনের টিকিট বিক্রি ও যাত্রীসেবার মান নিয়ে যাত্রীদের অসন্তোষ রয়েছে দীর্ঘদিন ধরে। ট্রেন পরিচালনায় নানা অনিয়মের অভিযোগ থাকলেও কোনো ব্যবস্থা নেওয়া হয়নি। রেলওয়ের কর্মকর্তারা জানান, এখন এসব চুক্তি পর্যালোচনা করা হচ্ছে। অনিয়ম প্রমাণিত হলে চুক্তি বাতিলসহ প্রয়োজনীয় ব্যবস্থা নেওয়া হবে। এ বিষয়ে রিপন-লুনা দম্পতির বক্তব্য জানতে একাধিকবার যোগাযোগের চেষ্টা করেও তাদের পাওয়া যায়নি। তাদের মোবাইল ফোন বন্ধ পাওয়া গেছে। জানা গেছে, সরকার পরিবর্তনের পর থেকে তারা আত্মগোপনে রয়েছেন। নাম প্রকাশে অনিচ্ছুক রেলওয়ের এক কর্মকর্তা জানান, বিগত সময়ে রেলের বিভিন্ন প্রকল্পে ব্যাপক দুর্নীতি হয়েছে। এসব দুর্নীতির সঙ্গে জড়িতদের চিহ্নিত করে আইনের আওতায় আনা প্রয়োজন। রেল খাতকে দুর্নীতিমুক্ত করতে হলে স্বচ্ছ দরপত্র প্রক্রিয়া নিশ্চিত করতে হবে। যাত্রীসেবার মান উন্নয়নে দক্ষ প্রতিষ্ঠানকে দায়িত্ব দিতে হবে। পূর্বাঞ্চলের প্রধান বাণিজ্যিক কর্মকর্তা জানান, ২০১৭ ও ২০১৮ সালে এসব ট্রেনের পরিচালনার দায়িত্ব দেওয়া হয়। তখন থেকেই এ নিয়ে নানা প্রশ্ন উঠেছে। এখন সব বিষয় খতিয়ে দেখা হচ্ছে। নতুন করে দরপত্র আহ্বানের বিষয়েও চিন্তা-ভাবনা চলছে বলে তিনি জানান। রেলওয়ের সংশ্লিষ্টরা মনে করেন, এ ধরনের সিন্ডিকেট ভেঙে দিতে না পারলে রেল খাতে প্রকৃত উন্নয়ন সম্ভব নয়। যাত্রীদের ভোগান্তি কমাতে দ্রুত কার্যকর পদক্ষেপ নেওয়ার দাবি জানিয়েছেন তারা।: [39, 1290, 304, 1989]
